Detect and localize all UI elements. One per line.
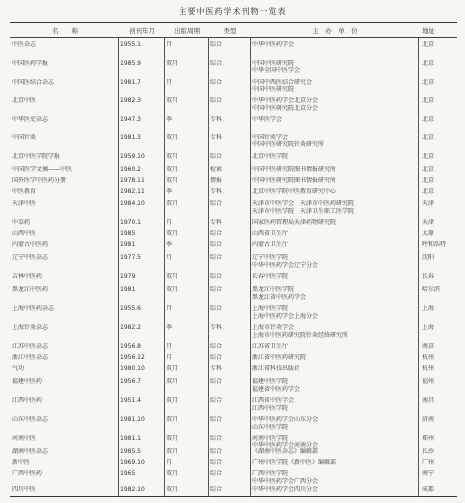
cell-org [250,177,418,185]
cell-type: 综合 [210,254,223,261]
table-row [10,134,457,149]
table-row [10,241,457,249]
table-row [10,188,457,196]
cell-line: 天津 [422,218,435,226]
cell-loc [418,354,457,362]
cell-loc [418,230,457,238]
cell-type: 专科 [210,218,223,226]
cell-line: 哈尔滨 [422,286,441,294]
cell-year: 1978.11 [120,177,145,185]
cell-line: 北京 [422,133,435,141]
cell-org [250,459,418,467]
cell-freq: 双月 [166,416,179,423]
cell-loc [418,324,457,339]
cell-org [250,286,418,301]
cell-line: 福建省中医药学会 [252,385,301,393]
cell-freq: 月 [166,78,173,86]
cell-org [250,305,418,320]
cell-line: 济南 [422,416,435,423]
cell-type: 综合 [210,305,223,313]
cell-year: 1977.5 [120,254,141,261]
cell-type: 综合 [210,416,223,423]
cell-org [250,97,418,112]
cell-org [250,166,418,174]
cell-loc [418,219,457,227]
cell-freq: 月 [166,40,173,48]
cell-line: 北京 [422,152,435,160]
cell-freq: 双月 [166,486,179,494]
cell-loc [418,97,457,112]
cell-line: 中华中医药学会 [252,40,295,48]
cell-name: 天津中医 [12,200,37,207]
cell-line: 福建中医学院 [252,378,289,386]
header-location: 地址 [422,26,435,35]
cell-freq: 月 [166,218,173,226]
table-row [10,177,457,185]
cell-line: 北京中医学院 [252,152,289,160]
cell-name: 江苏中医杂志 [12,343,49,351]
cell-name: 内蒙古中医药 [12,240,49,248]
cell-type: 综合 [210,378,223,386]
cell-name: 中草药 [12,218,31,226]
cell-freq: 月 [166,254,173,261]
cell-year: 1981.3 [120,133,141,141]
cell-type: 专科 [210,116,223,124]
header-year: 创刊年月 [129,26,155,35]
cell-line: 中华中医药学会山东分会 [252,416,319,423]
cell-line: 呼和浩特 [422,240,447,248]
cell-year: 1955.1 [120,40,141,48]
cell-freq: 月 [166,343,173,351]
cell-line: 江西中医学院 [252,404,289,412]
cell-freq: 双月 [166,272,179,280]
cell-line: 内蒙古卫生厅 [252,240,289,248]
journal-table [10,22,457,497]
cell-name: 中华医史杂志 [12,116,49,124]
cell-line: 北京 [422,116,435,124]
cell-line: 中华医学会 [252,116,283,124]
table-row [10,470,457,485]
cell-name: 河南中医 [12,434,37,442]
cell-year: 1951.4 [120,397,141,405]
cell-name: 四川中医 [12,486,37,494]
cell-line: 上海市针灸学会 [252,324,295,332]
table-title: 主要中医药学术刊物一览表 [178,7,287,16]
cell-org [250,60,418,75]
cell-type: 综合 [210,240,223,248]
cell-line: 上海 [422,324,435,332]
cell-line: 郑州 [422,434,435,442]
cell-line: 天津 [422,200,435,207]
cell-name: 湖南中医杂志 [12,448,49,456]
cell-name: 中国医学文摘——中医 [12,166,73,174]
cell-line: 中国中医研究院北京分会 [252,104,319,112]
cell-freq: 双月 [166,364,179,372]
cell-line: 长春 [422,272,435,280]
cell-line: 北京 [422,40,435,48]
cell-org [250,343,418,351]
cell-freq: 双月 [166,470,179,477]
cell-type: 综合 [210,434,223,442]
cell-type: 综合 [210,200,223,207]
cell-name: 北京中医 [12,97,37,105]
cell-line: 河南中医学院 [252,434,289,442]
cell-name: 吉林中医药 [12,272,43,280]
cell-loc [418,448,457,456]
cell-year: 1947.3 [120,116,141,124]
cell-name: 辽宁中医杂志 [12,254,49,261]
cell-org [250,230,418,238]
cell-type: 综合 [210,448,223,456]
cell-freq: 月 [166,459,173,467]
cell-loc [418,397,457,412]
table-body [10,38,457,497]
cell-year: 1960.2 [120,166,141,174]
cell-type: 检索 [210,166,223,174]
cell-freq: 双月 [166,177,179,185]
cell-year: 1981 [120,286,136,294]
cell-name: 北京中医学院学报 [12,152,61,160]
cell-line: 北京 [422,59,435,67]
cell-org [250,219,418,227]
cell-name: 中国医药学报 [12,59,49,67]
cell-org [250,354,418,362]
cell-year: 1956.12 [120,353,145,361]
cell-loc [418,286,457,301]
cell-line: 江西省中医学会 [252,397,295,405]
cell-type: 综合 [210,353,223,361]
cell-line: 辽宁中医学院 [252,254,289,261]
table-row [10,354,457,362]
cell-org [250,241,418,249]
cell-year: 1956.7 [120,378,141,386]
cell-freq: 双月 [166,434,179,442]
table-row [10,365,457,373]
cell-line: 天津市中医学院 天津卫生职工医学院 [252,207,355,215]
cell-line: 北京中医学院中医教育研究中心 [252,187,337,195]
cell-name: 气功 [12,364,25,372]
cell-freq: 季 [166,324,173,332]
cell-freq: 双月 [166,378,179,386]
table-row [10,305,457,320]
cell-line: 上海市中医药研究院针灸经络研究所 [252,331,349,339]
cell-org [250,378,418,393]
cell-freq: 双月 [166,133,179,141]
table-row [10,97,457,112]
cell-year: 1985.9 [120,59,141,67]
table-row [10,200,457,215]
cell-year: 1982.2 [120,324,141,332]
cell-name: 山西中医 [12,229,37,237]
table-row [10,41,457,49]
cell-loc [418,416,457,431]
cell-loc [418,188,457,196]
cell-line: 黑龙江中医学院 [252,286,295,294]
cell-org [250,486,418,494]
cell-line: 黑龙江省中医药学会 [252,293,307,301]
cell-line: 山西省卫生厅 [252,229,289,237]
cell-freq: 双月 [166,152,179,160]
cell-type: 综合 [210,286,223,294]
cell-loc [418,378,457,393]
cell-org [250,79,418,94]
table-row [10,153,457,161]
cell-line: 国家医药管理局天津药物研究院 [252,218,337,226]
cell-line: 中国针灸学会 [252,133,289,141]
cell-line: 太原 [422,229,435,237]
cell-type: 综合 [210,343,223,351]
table-row [10,324,457,339]
cell-loc [418,343,457,351]
table-row [10,273,457,281]
cell-year: 1982.11 [120,187,145,195]
table-row [10,486,457,494]
cell-type: 综合 [210,272,223,280]
cell-name: 国外医学中医药分册 [12,177,67,185]
cell-loc [418,166,457,174]
cell-org [250,188,418,196]
cell-line: 中华中医药学会广西分会 [252,477,319,485]
cell-name: 新中医 [12,459,31,467]
cell-loc [418,41,457,49]
cell-line: 南宁 [422,470,435,477]
cell-name: 中国针灸 [12,133,37,141]
cell-year: 1981.7 [120,78,141,86]
cell-name: 山东中医杂志 [12,416,49,423]
table-row [10,286,457,301]
cell-name: 浙江中医杂志 [12,353,49,361]
cell-loc [418,153,457,161]
table-row [10,219,457,227]
cell-freq: 双月 [166,448,179,456]
header-organizer: 主 办 单 位 [312,26,358,35]
table-row [10,343,457,351]
cell-line: 中华中医药学会辽宁分会 [252,261,319,269]
table-row [10,230,457,238]
cell-name: 中医教育 [12,187,37,195]
cell-year: 1969.10 [120,459,145,467]
cell-line: 中国中医研究院图书情报研究所 [252,177,337,185]
cell-line: 中国中医研究院针灸研究所 [252,141,325,149]
cell-year: 1981.10 [120,416,145,423]
cell-line: 江苏省卫生厅 [252,343,289,351]
cell-loc [418,116,457,124]
cell-line: 南京 [422,343,435,351]
cell-loc [418,470,457,485]
cell-org [250,448,418,456]
cell-line: 杭州 [422,353,435,361]
cell-line: 长沙 [422,448,435,456]
cell-type: 专科 [210,364,223,372]
cell-name: 中医杂志 [12,40,37,48]
cell-loc [418,79,457,94]
cell-year: 1956.8 [120,343,141,351]
cell-type: 综合 [210,59,223,67]
cell-type: 综合 [210,397,223,405]
cell-loc [418,459,457,467]
cell-org [250,324,418,339]
cell-line: 《湖南中医杂志》编辑部 [252,448,319,456]
cell-freq: 月 [166,353,173,361]
cell-loc [418,200,457,215]
table-row [10,166,457,174]
cell-loc [418,305,457,320]
cell-org [250,254,418,269]
cell-type: 综合 [210,229,223,237]
cell-type: 综合 [210,78,223,86]
cell-line: 北京 [422,97,435,105]
cell-type: 专科 [210,133,223,141]
cell-line: 北京 [422,78,435,86]
cell-year: 1970.1 [120,218,141,226]
cell-year: 1965 [120,470,136,477]
cell-year: 1955.6 [120,305,141,313]
table-row [10,397,457,412]
cell-line: 浙江省科技出版社 [252,364,301,372]
cell-year: 1981 [120,240,136,248]
cell-year: 1980.10 [120,364,145,372]
cell-org [250,470,418,485]
table-row [10,416,457,431]
cell-line: 广州中医学院《新中医》编辑部 [252,459,337,467]
cell-year: 1984.10 [120,200,145,207]
table-row [10,60,457,75]
cell-loc [418,177,457,185]
cell-line: 长春中医学院 [252,272,289,280]
cell-year: 1982.10 [120,486,145,494]
table-row [10,448,457,456]
cell-line: 上海中医药学会上海分会 [252,312,319,320]
cell-year: 1985.5 [120,448,141,456]
cell-loc [418,486,457,494]
cell-name: 江西中医药 [12,397,43,405]
cell-line: 中华中医药学会四川分会 [252,486,319,494]
cell-loc [418,254,457,269]
cell-freq: 双月 [166,97,179,105]
cell-name: 中国医结合杂志 [12,78,55,86]
cell-name: 上海针灸杂志 [12,324,49,332]
cell-line: 中国中医研究院 [252,86,295,93]
cell-line: 中华中医药学会河南分会 [252,442,319,450]
cell-org [250,273,418,281]
cell-freq: 双月 [166,59,179,67]
cell-freq: 双月 [166,286,179,294]
cell-line: 北京 [422,187,435,195]
cell-freq: 双月 [166,229,179,237]
cell-line: 广西中医学院 [252,470,289,477]
table-header [10,23,457,38]
cell-org [250,416,418,431]
table-row [10,116,457,124]
cell-freq: 季 [166,187,173,195]
cell-freq: 双月 [166,397,179,405]
table-row [10,378,457,393]
cell-line: 广州 [422,459,435,467]
cell-type: 专科 [210,187,223,195]
cell-loc [418,241,457,249]
cell-year: 1979 [120,272,136,280]
cell-year: 1985 [120,229,136,237]
cell-type: 综合 [210,470,223,477]
cell-freq: 季 [166,116,173,124]
cell-loc [418,273,457,281]
cell-line: 沈阳 [422,254,435,261]
header-name: 名 称 [52,26,78,35]
cell-loc [418,60,457,75]
cell-freq: 双月 [166,200,179,207]
cell-type: 综合 [210,486,223,494]
table-row [10,459,457,467]
cell-org [250,41,418,49]
cell-org [250,134,418,149]
cell-line: 南昌 [422,397,435,405]
cell-line: 福州 [422,378,435,386]
cell-freq: 月 [166,305,173,313]
cell-type: 综合 [210,40,223,48]
header-frequency: 出版周期 [174,26,200,35]
cell-line: 上海 [422,305,435,313]
cell-loc [418,365,457,373]
cell-line: 杭州 [422,364,435,372]
cell-org [250,200,418,215]
cell-org [250,116,418,124]
cell-line: 中国中西医结合研究会 [252,78,313,86]
cell-type: 综合 [210,97,223,105]
cell-line: 中华全国中医学会 [252,67,301,75]
cell-line: 中国中医研究院图书情报研究所 [252,166,337,174]
cell-name: 上海中医药杂志 [12,305,55,313]
cell-loc [418,134,457,149]
cell-freq: 季 [166,240,173,248]
header-type: 类型 [223,26,237,35]
cell-name: 黑龙江中医药 [12,286,49,294]
cell-type: 情报 [210,177,223,185]
cell-org [250,365,418,373]
cell-freq: 双月 [166,166,179,174]
table-row [10,79,457,94]
cell-line: 北京 [422,166,435,174]
cell-name: 福建中医药 [12,378,43,386]
cell-year: 1982.3 [120,97,141,105]
cell-line: 中国中医研究院 [252,59,295,67]
table-row [10,254,457,269]
cell-type: 专科 [210,324,223,332]
cell-line: 上海中医学院 [252,305,289,313]
cell-type: 综合 [210,459,223,467]
cell-org [250,397,418,412]
cell-line: 山东中医学院 [252,423,289,431]
cell-line: 成都 [422,486,435,494]
cell-name: 广西中医药 [12,470,43,477]
cell-line: 浙江省中医药研究院 [252,353,307,361]
cell-line: 北京 [422,177,435,185]
cell-org [250,153,418,161]
cell-year: 1959.10 [120,152,145,160]
cell-line: 中华中医药学会北京分会 [252,97,319,105]
cell-type: 综合 [210,152,223,160]
cell-line: 天津市中医学会 天津市中医药研究院 [252,200,355,207]
cell-year: 1981.1 [120,434,141,442]
